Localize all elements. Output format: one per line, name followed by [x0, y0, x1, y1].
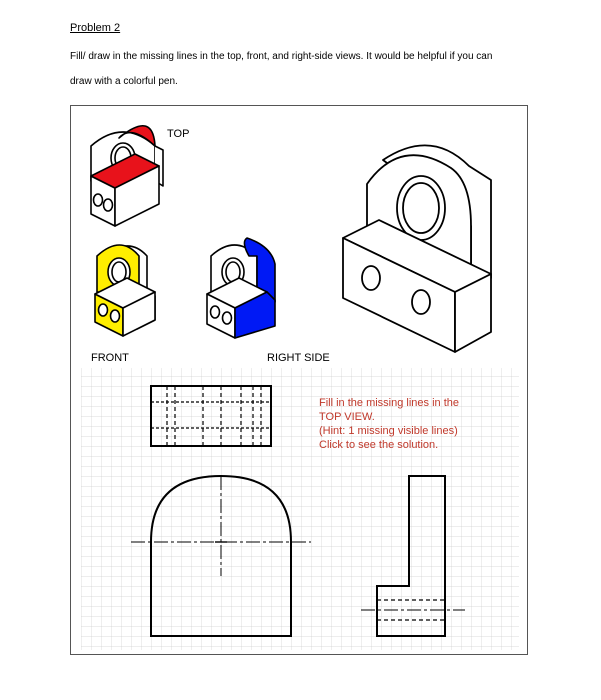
pictorial-right-view: [207, 238, 275, 338]
label-front: FRONT: [91, 352, 129, 364]
problem-figure: [70, 105, 528, 655]
pictorial-top-view: [91, 126, 163, 226]
note-line-4[interactable]: Click to see the solution.: [319, 439, 439, 451]
note-line-1: Fill in the missing lines in the: [319, 397, 460, 409]
problem-title: Problem 2: [70, 22, 121, 34]
figure-drawing: [71, 106, 528, 655]
problem-instruction: [70, 44, 550, 94]
instruction-line-2: draw with a colorful pen.: [70, 76, 178, 87]
instruction-line-1: Fill/ draw in the missing lines in the top, front, and right-side views. It would be helpful if you can: [70, 51, 493, 62]
note-line-2: TOP VIEW.: [319, 411, 375, 423]
pictorial-large-object: [343, 145, 491, 352]
label-top: TOP: [167, 128, 190, 140]
note-line-3: (Hint: 1 missing visible lines): [319, 425, 458, 437]
label-right-side: RIGHT SIDE: [267, 352, 330, 364]
pictorial-front-view: [95, 245, 155, 336]
solution-note[interactable]: [319, 396, 459, 452]
